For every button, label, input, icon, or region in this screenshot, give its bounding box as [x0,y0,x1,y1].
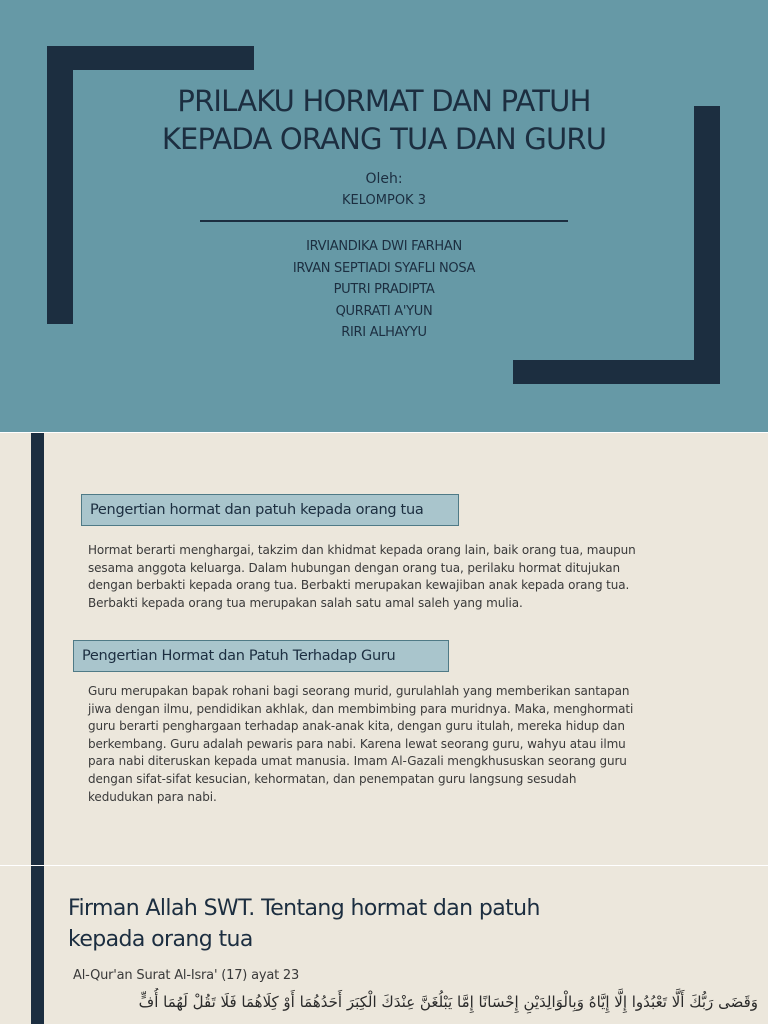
paragraph-line: para nabi diteruskan kepada umat manusia. Imam Al-Gazali mengkhususkan seorang guru [88,754,627,769]
verse-slide-title [68,893,708,955]
paragraph-line: jiwa dengan ilmu, pendidikan akhlak, dan membimbing para muridnya. Maka, menghormati [88,701,634,716]
verse-title-line-1: Firman Allah SWT. Tentang hormat dan patuh [68,896,540,921]
title-slide [0,0,768,432]
paragraph-line: kedudukan para nabi. [88,789,217,804]
paragraph-line: Hormat berarti menghargai, takzim dan khidmat kepada orang lain, baik orang tua, maupun [88,543,636,557]
frame-bracket-bottom-right-vertical [694,106,720,384]
slide-title [120,82,648,158]
frame-bracket-top-left-vertical [47,46,73,324]
arabic-verse: وَقَضَى رَبُّكَ أَلَّا تَعْبُدُوا إِلَّا إِيَّاهُ وَبِالْوَالِدَيْنِ إِحْسَانًا إِمَّا يَبْلُغَنَّ عِنْدَكَ الْكِبَرَ أَحَدُهُمَا أَوْ كِلَاهُمَا فَلَا تَقُلْ لَهُمَا أُفٍّ [138,993,758,1011]
section-paragraph-teacher [88,683,688,806]
member-list [200,236,568,344]
member-name: PUTRI PRADIPTA [333,282,435,297]
member-name: IRVIANDIKA DWI FARHAN [306,239,462,254]
frame-bracket-top-left [47,46,254,70]
frame-bracket-bottom-right [513,360,720,384]
group-name: KELOMPOK 3 [342,193,426,208]
slide-title-line-2: KEPADA ORANG TUA DAN GURU [161,122,607,156]
paragraph-line: Berbakti kepada orang tua merupakan salah satu amal saleh yang mulia. [88,595,523,610]
paragraph-line: sesama anggota keluarga. Dalam hubungan dengan orang tua, perilaku hormat ditujukan [88,560,620,575]
paragraph-line: guru berarti penghargaan terhadap anak-anak kita, dengan guru itulah, mereka hidup dan [88,719,625,734]
verse-title-line-2: kepada orang tua [68,927,253,952]
section-heading-parents: Pengertian hormat dan patuh kepada orang tua [81,494,459,526]
accent-bar [31,866,44,1024]
slide-separator [0,432,768,433]
section-paragraph-parents [88,542,688,612]
divider [200,220,568,222]
member-name: QURRATI A'YUN [335,303,433,319]
accent-bar [31,433,44,865]
verse-reference: Al-Qur'an Surat Al-Isra' (17) ayat 23 [73,968,300,983]
section-heading-teacher: Pengertian Hormat dan Patuh Terhadap Guru [73,640,449,672]
paragraph-line: dengan sifat-sifat kesucian, kehormatan, dan penempatan guru langsung sesudah [88,771,577,786]
member-name: RIRI ALHAYYU [341,325,427,340]
author-prefix: Oleh: [365,171,403,187]
paragraph-line: Guru merupakan bapak rohani bagi seorang murid, gurulahlah yang memberikan santapan [88,684,630,698]
paragraph-line: dengan berbakti kepada orang tua. Berbakti merupakan kewajiban anak kepada orang tua. [88,578,630,593]
slide-title-line-1: PRILAKU HORMAT DAN PATUH [177,84,591,118]
member-name: IRVAN SEPTIADI SYAFLI NOSA [292,260,476,276]
paragraph-line: berkembang. Guru adalah pewaris para nabi. Karena lewat seorang guru, wahyu atau ilmu [88,736,626,751]
slide-separator [0,865,768,866]
